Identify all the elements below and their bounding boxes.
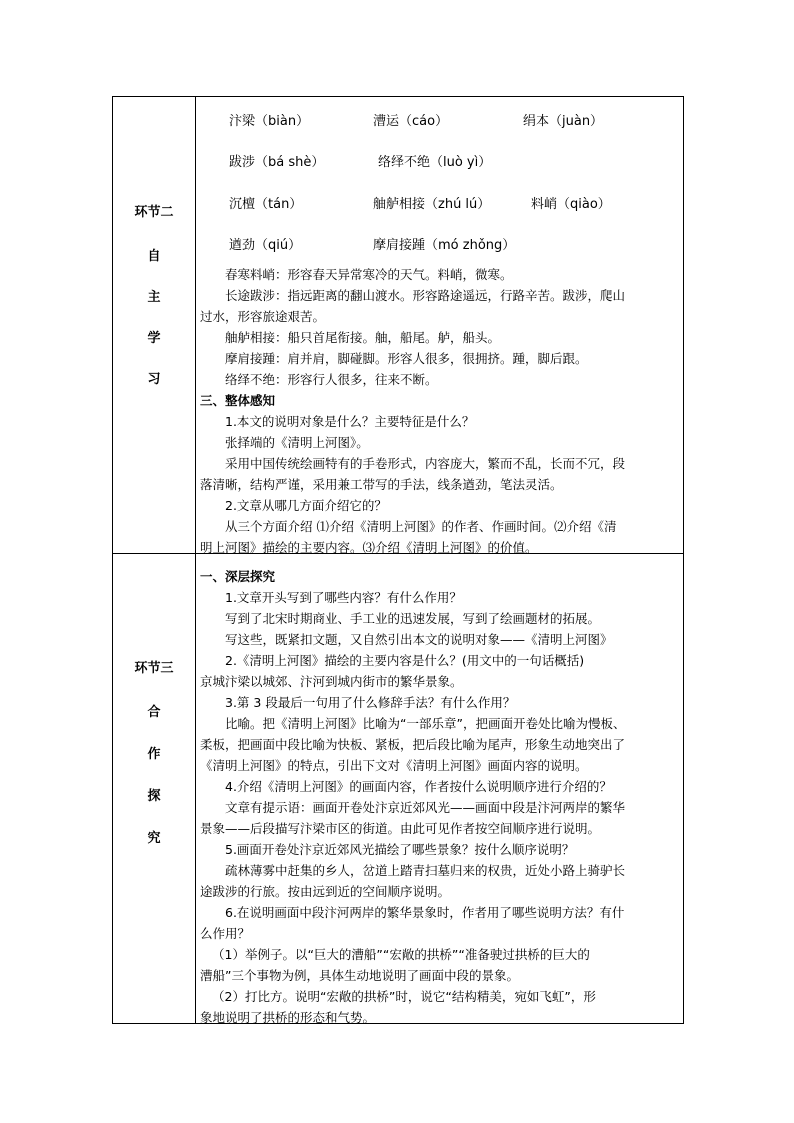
question-line: 6.在说明画面中段汴河两岸的繁华景象时，作者用了哪些说明方法？有什 [225, 905, 625, 920]
text-line: 么作用？ [200, 926, 251, 941]
pinyin-item: 汴梁（biàn） [229, 114, 310, 129]
text-line: 络绎不绝：形容行人很多，往来不断。 [225, 372, 438, 387]
text-line: 漕船”三个事物为例，具体生动地说明了画面中段的景象。 [200, 968, 519, 983]
section2-content [200, 264, 684, 558]
question-line: 2.文章从哪几方面介绍它的？ [225, 498, 387, 513]
pinyin-item: 跋涉（bá shè） [229, 155, 325, 170]
text-line: 舳舻相接：船只首尾衔接。舳，船尾。舻，船头。 [225, 330, 501, 345]
lesson-table [112, 96, 684, 1024]
pinyin-item: 漕运（cáo） [373, 114, 449, 129]
question-line: 5.画面开卷处汴京近郊风光描绘了哪些景象？按什么顺序说明？ [225, 842, 575, 857]
text-line: 景象——后段描写汴梁市区的街道。由此可见作者按空间顺序进行说明。 [200, 821, 601, 836]
section2-label-char: 学 [147, 331, 161, 346]
text-line: 落清晰，结构严谨，采用兼工带写的手法，线条遒劲，笔法灵活。 [200, 477, 563, 492]
section-heading: 三、整体感知 [200, 393, 276, 408]
section3-label-char: 探 [147, 789, 161, 804]
question-line: 3.第 3 段最后一句用了什么修辞手法？有什么作用？ [225, 695, 516, 710]
section2-label-char: 习 [147, 372, 161, 387]
question-line: 1.文章开头写到了哪些内容？有什么作用？ [225, 590, 462, 605]
text-line: 途跋涉的行旅。按由远到近的空间顺序说明。 [200, 884, 451, 899]
text-line: 《清明上河图》的特点，引出下文对《清明上河图》画面内容的说明。 [200, 758, 588, 773]
pinyin-item: 沉檀（tán） [229, 197, 303, 212]
section-heading: 一、深层探究 [200, 569, 276, 584]
pinyin-item: 绢本（juàn） [523, 114, 604, 129]
text-line: 柔板，把画面中段比喻为快板、紧板，把后段比喻为尾声，形象生动地突出了 [200, 737, 626, 752]
question-line: 4.介绍《清明上河图》的画面内容，作者按什么说明顺序进行介绍的？ [225, 779, 612, 794]
section3-label-char: 合 [147, 705, 161, 720]
column-divider [195, 97, 196, 1023]
section2-label [113, 97, 195, 553]
section3-label [113, 554, 195, 1024]
text-line: 象地说明了拱桥的形态和气势。 [200, 1010, 376, 1025]
text-line: 春寒料峭：形容春天异常寒冷的天气。料峭，微寒。 [225, 267, 513, 282]
text-line: 采用中国传统绘画特有的手卷形式，内容庞大，繁而不乱，长而不冗，段 [225, 456, 626, 471]
text-line: 京城汴梁以城郊、汴河到城内街市的繁华景象。 [200, 674, 463, 689]
text-line: 从三个方面介绍 ⑴介绍《清明上河图》的作者、作画时间。⑵介绍《清 [225, 519, 617, 534]
text-line: 疏林薄雾中赶集的乡人，岔道上踏青扫墓归来的权贵，近处小路上骑驴长 [225, 863, 626, 878]
pinyin-item: 料峭（qiào） [531, 197, 611, 212]
section2-label-char: 自 [147, 249, 161, 264]
pinyin-item: 摩肩接踵（mó zhǒng） [373, 238, 516, 253]
text-line: （2）打比方。说明“宏敞的拱桥”时，说它“结构精美，宛如飞虹”，形 [212, 989, 596, 1004]
pinyin-item: 遒劲（qiú） [229, 238, 302, 253]
text-line: 写到了北宋时期商业、手工业的迅速发展，写到了绘画题材的拓展。 [225, 611, 601, 626]
question-line: 2.《清明上河图》描绘的主要内容是什么？(用文中的一句话概括) [225, 653, 585, 668]
section2-label-char: 主 [147, 290, 161, 305]
text-line: 写这些，既紧扣文题，又自然引出本文的说明对象——《清明上河图》 [225, 632, 613, 647]
section3-label-char: 究 [147, 831, 161, 846]
section3-content [200, 566, 684, 1028]
text-line: 文章有提示语：画面开卷处汴京近郊风光——画面中段是汴河两岸的繁华 [225, 800, 626, 815]
text-line: （1）举例子。以“巨大的漕船”“宏敞的拱桥”“准备驶过拱桥的巨大的 [212, 947, 590, 962]
question-line: 1.本文的说明对象是什么？主要特征是什么？ [225, 414, 475, 429]
text-line: 张择端的《清明上河图》。 [225, 435, 369, 450]
pinyin-item: 舳舻相接（zhú lú） [373, 197, 491, 212]
section2-label-title: 环节二 [134, 205, 174, 220]
text-line: 摩肩接踵：肩并肩，脚碰脚。形容人很多，很拥挤。踵，脚后跟。 [225, 351, 588, 366]
section3-label-title: 环节三 [134, 661, 174, 676]
text-line: 比喻。把《清明上河图》比喻为“一部乐章”，把画面开卷处比喻为慢板、 [225, 716, 626, 731]
text-line: 长途跋涉：指远距离的翻山渡水。形容路途遥远，行路辛苦。跋涉，爬山 [225, 288, 626, 303]
text-line: 过水，形容旅途艰苦。 [200, 309, 326, 324]
pinyin-item: 络绎不绝（luò yì） [378, 155, 492, 170]
text-line: 明上河图》描绘的主要内容。⑶介绍《清明上河图》的价值。 [200, 540, 538, 555]
section3-label-char: 作 [147, 747, 161, 762]
